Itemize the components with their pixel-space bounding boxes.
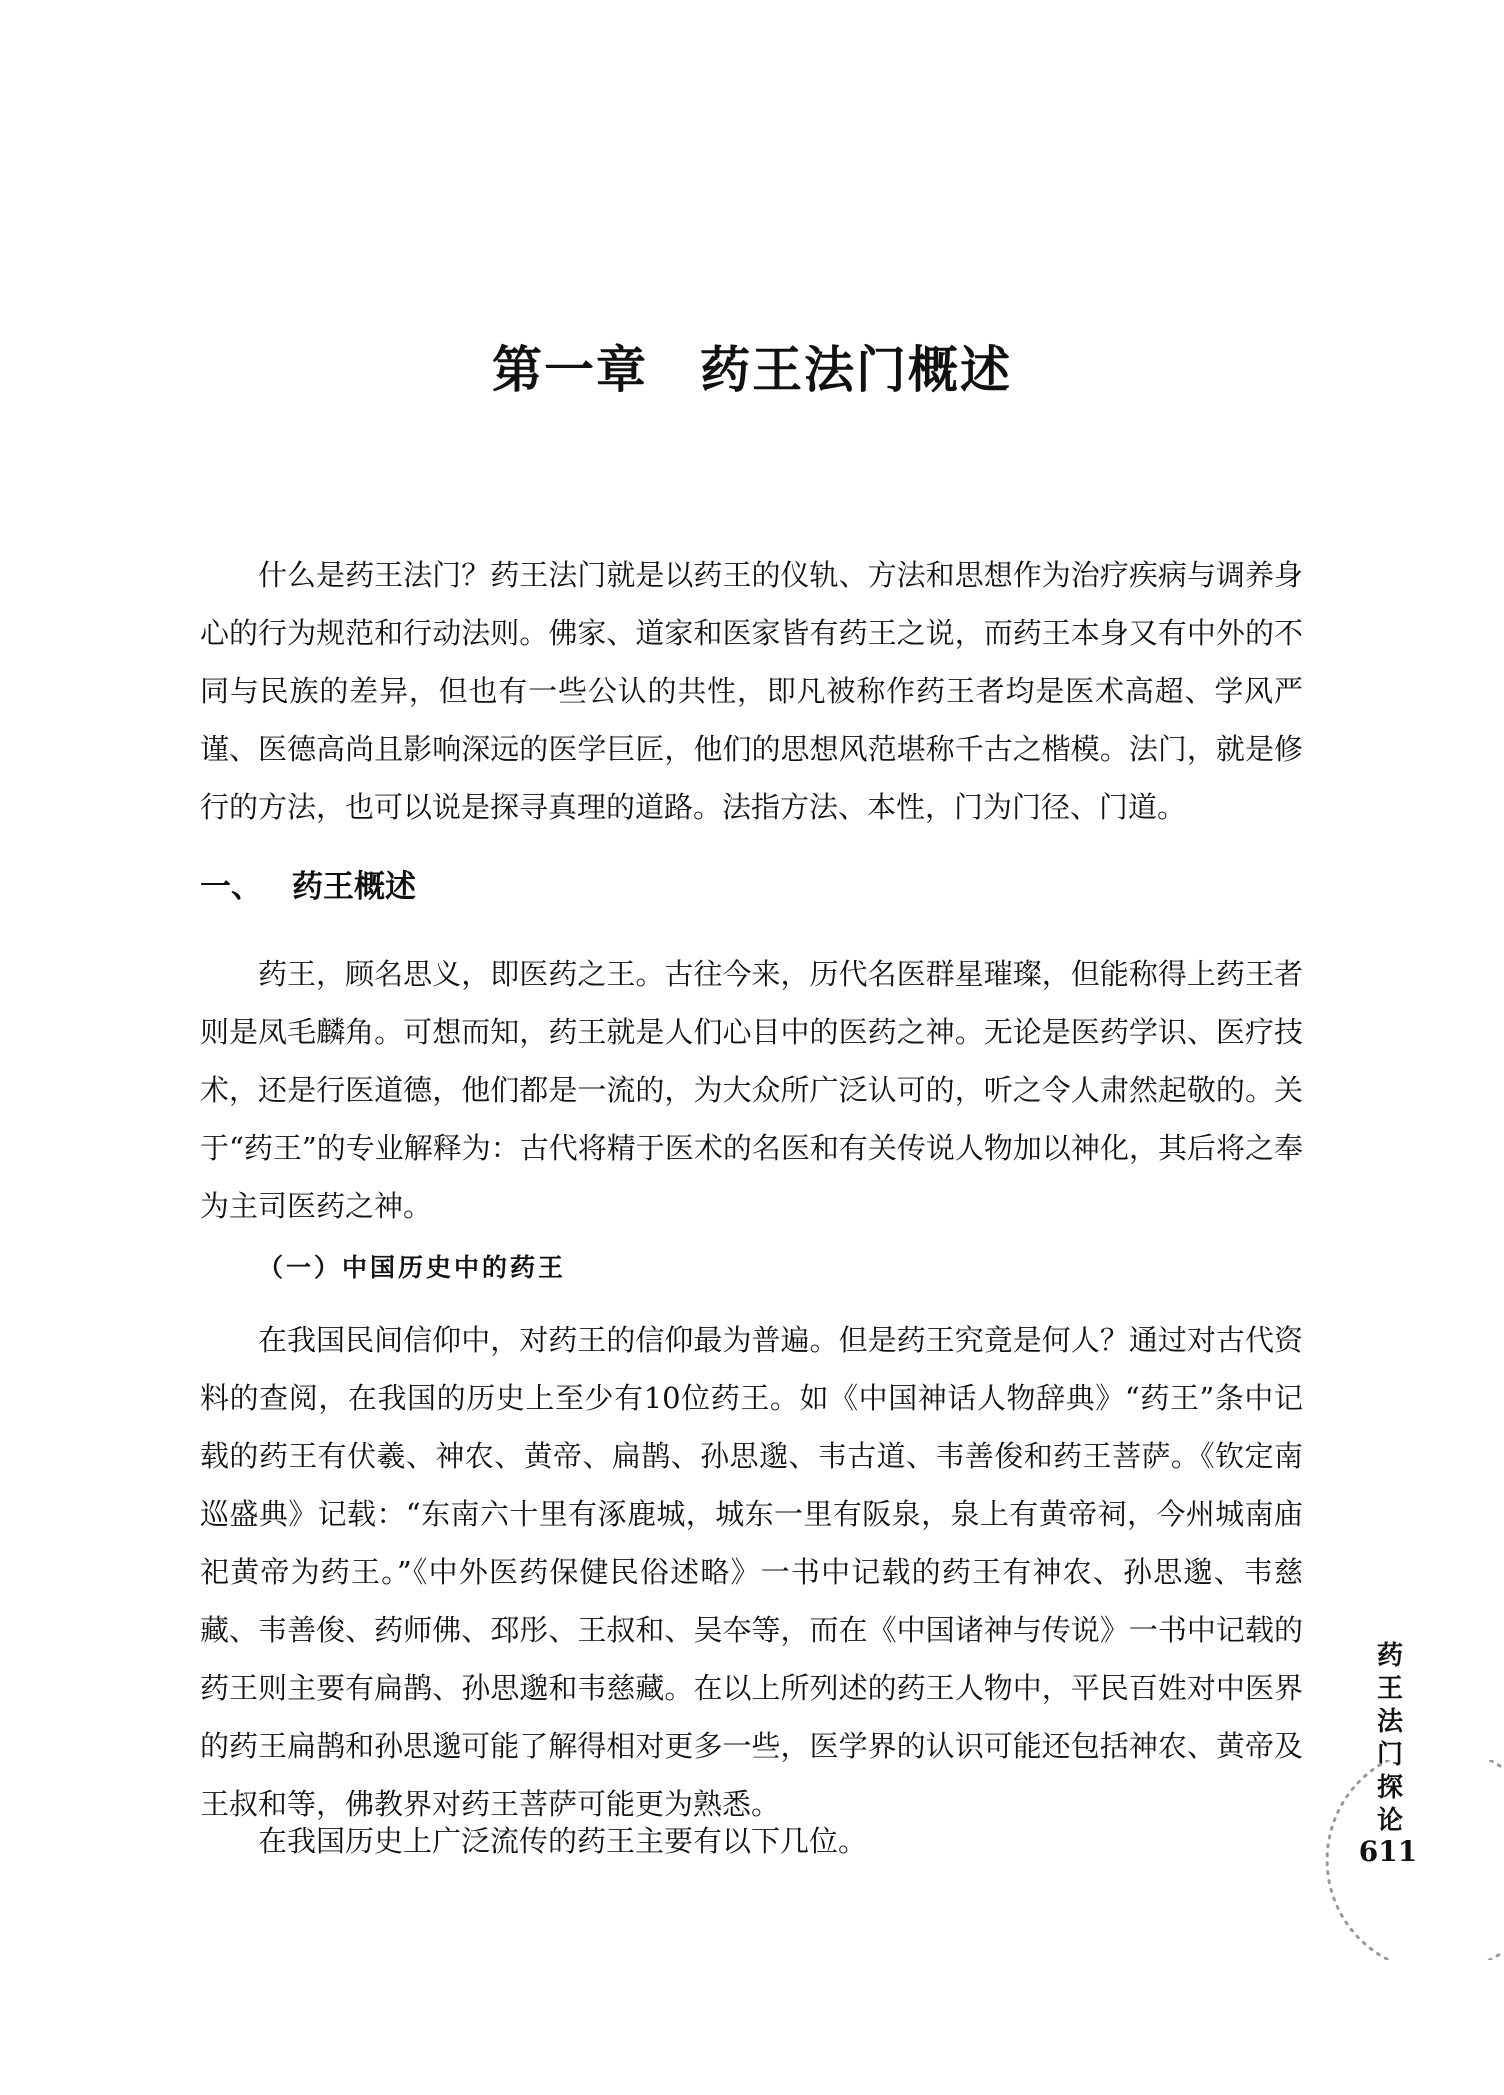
chapter-title	[0, 338, 1504, 402]
chapter-number: 第一章	[492, 341, 648, 399]
section-heading	[200, 862, 416, 912]
section-number: 一、	[200, 869, 262, 905]
page-number: 611	[1358, 1835, 1418, 1868]
subsection-heading: （一）中国历史中的药王	[258, 1253, 567, 1282]
section-title: 药王概述	[292, 869, 416, 905]
closing-paragraph: 在我国历史上广泛流传的药王主要有以下几位。	[258, 1824, 868, 1858]
history-paragraph: 在我国民间信仰中，对药王的信仰最为普遍。但是药王究竟是何人？通过对古代资料的查阅，在我国的历史上至少有10位药王。如《中国神话人物辞典》“药王”条中记载的药王有伏羲、神农、黄帝、扁鹊、孙思邈、韦古道、韦善俊和药王菩萨。《钦定南巡盛典》记载：“东南六十里有涿鹿城，城东一里有阪泉，泉上有黄帝祠，今州城南庙祀黄帝为药王。”《中外医药保健民俗述略》一书中记载的药王有神农、孙思邈、韦慈藏、韦善俊、药师佛、邳彤、王叔和、吴夲等，而在《中国诸神与传说》一书中记载的药王则主要有扁鹊、孙思邈和韦慈藏。在以上所列述的药王人物中，平民百姓对中医界的药王扁鹊和孙思邈可能了解得相对更多一些，医学界的认识可能还包括神农、黄帝及王叔和等，佛教界对药王菩萨可能更为熟悉。	[200, 1323, 1303, 1821]
overview-paragraph: 药王，顾名思义，即医药之王。古往今来，历代名医群星璀璨，但能称得上药王者则是凤毛麟角。可想而知，药王就是人们心目中的医药之神。无论是医药学识、医疗技术，还是行医道德，他们都是一流的，为大众所广泛认可的，听之令人肃然起敬的。关于“药王”的专业解释为：古代将精于医术的名医和有关传说人物加以神化，其后将之奉为主司医药之神。	[200, 957, 1303, 1223]
intro-paragraph: 什么是药王法门？药王法门就是以药王的仪轨、方法和思想作为治疗疾病与调养身心的行为规范和行动法则。佛家、道家和医家皆有药王之说，而药王本身又有中外的不同与民族的差异，但也有一些公认的共性，即凡被称作药王者均是医术高超、学风严谨、医德高尚且影响深远的医学巨匠，他们的思想风范堪称千古之楷模。法门，就是修行的方法，也可以说是探寻真理的道路。法指方法、本性，门为门径、门道。	[200, 558, 1303, 824]
running-title: 药王法门探论	[1376, 1641, 1403, 1836]
chapter-name: 药王法门概述	[700, 341, 1012, 399]
